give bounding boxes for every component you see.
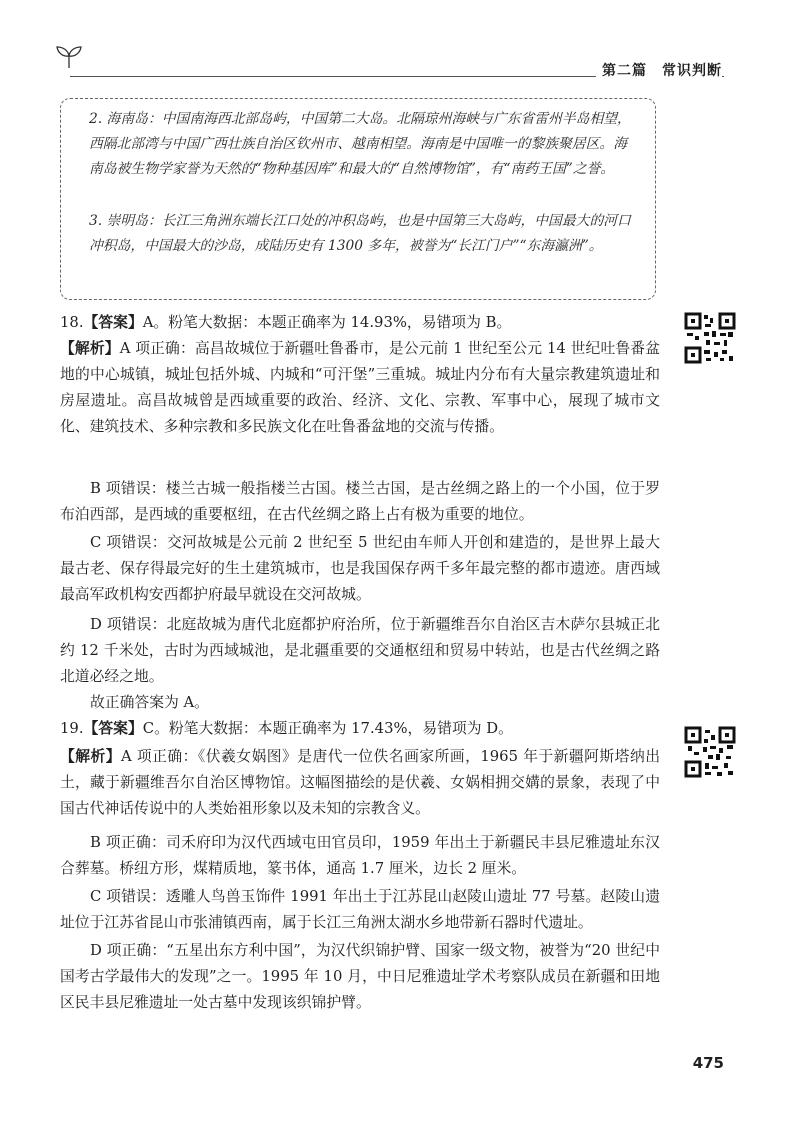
q19-number: 19.	[60, 720, 84, 737]
q18-analysis-a	[60, 336, 660, 440]
page-number: 475	[692, 1054, 724, 1072]
q19-option-d: D 项正确：“五星出东方利中国”，为汉代织锦护臂、国家一级文物，被誉为“20 世纪中国考古学最伟大的发现”之一。1995 年 10 月，中日尼雅遗址学术考察队成员在新疆和田地区民丰县尼雅遗址一处古墓中发现该织锦护臂。	[60, 942, 660, 1011]
leaf-logo-icon	[54, 44, 84, 70]
q18-answer-text: A。粉笔大数据：本题正确率为 14.93%，易错项为 B。	[142, 314, 512, 331]
note-box	[60, 98, 656, 300]
note-hainan: 2. 海南岛：中国南海西北部岛屿，中国第二大岛。北隔琼州海峡与广东省雷州半岛相望，西隔北部湾与中国广西壮族自治区钦州市、越南相望。海南是中国唯一的黎族聚居区。海南岛被生物学家誉为天然的“物种基因库”和最大的“自然博物馆”，有“南药王国”之誉。	[89, 111, 631, 177]
q18-answer-tag: 【答案】	[83, 314, 143, 331]
note-chongming: 3. 崇明岛：长江三角洲东端长江口处的冲积岛屿，也是中国第三大岛屿，中国最大的河口冲积岛，中国最大的沙岛，成陆历史有 1300 多年，被誉为“长江门户”“东海瀛洲”。	[89, 213, 631, 254]
q19-option-c: C 项错误：透雕人鸟兽玉饰件 1991 年出土于江苏昆山赵陵山遗址 77 号墓。赵陵山遗址位于江苏省昆山市张浦镇西南，属于长江三角洲太湖水乡地带新石器时代遗址。	[60, 888, 660, 931]
q19-option-a: A 项正确：《伏羲女娲图》是唐代一位佚名画家所画，1965 年于新疆阿斯塔纳出土，藏于新疆维吾尔自治区博物馆。这幅图描绘的是伏羲、女娲相拥交媾的景象，表现了中国古代神话传说中的人类始祖形象以及未知的宗教含义。	[60, 748, 660, 817]
q19-answer	[60, 716, 660, 742]
q18-answer	[60, 310, 660, 336]
q18-option-c: C 项错误：交河故城是公元前 2 世纪至 5 世纪由车师人开创和建造的，是世界上最大最古老、保存得最完好的生土建筑城市，也是我国保存两千多年最完整的都市遗迹。唐西域最高军政机构安西都护府最早就设在交河故城。	[60, 534, 660, 603]
q18-option-b: B 项错误：楼兰古城一般指楼兰古国。楼兰古国，是古丝绸之路上的一个小国，位于罗布泊西部，是西域的重要枢纽，在古代丝绸之路上占有极为重要的地位。	[60, 480, 660, 523]
section-title: 第二篇 常识判断	[596, 60, 722, 80]
qr-code-icon[interactable]	[684, 726, 736, 778]
q19-answer-tag: 【答案】	[83, 720, 143, 737]
q19-analysis-tag: 【解析】	[60, 748, 122, 765]
q19-option-b: B 项正确：司禾府印为汉代西域屯田官员印，1959 年出土于新疆民丰县尼雅遗址东汉合葬墓。桥纽方形，煤精质地，篆书体，通高 1.7 厘米，边长 2 厘米。	[60, 834, 660, 877]
q18-conclusion: 故正确答案为 A。	[90, 694, 209, 711]
q18-option-a: A 项正确：高昌故城位于新疆吐鲁番市，是公元前 1 世纪至公元 14 世纪吐鲁番盆地的中心城镇，城址包括外城、内城和“可汗堡”三重城。城址内分布有大量宗教建筑遗址和房屋遗址。高昌故城曾是西域重要的政治、经济、文化、宗教、军事中心，展现了城市文化、建筑技术、多种宗教和多民族文化在吐鲁番盆地的交流与传播。	[60, 340, 660, 435]
q18-analysis-tag: 【解析】	[60, 340, 120, 357]
q19-answer-text: C。粉笔大数据：本题正确率为 17.43%，易错项为 D。	[142, 720, 513, 737]
q19-analysis-a	[60, 744, 660, 822]
q18-option-d: D 项错误：北庭故城为唐代北庭都护府治所，位于新疆维吾尔自治区吉木萨尔县城正北约 12 千米处，古时为西域城池，是北疆重要的交通枢纽和贸易中转站，也是古代丝绸之路北道必经之地。	[60, 616, 660, 685]
q18-number: 18.	[60, 314, 84, 331]
qr-code-icon[interactable]	[684, 312, 736, 364]
